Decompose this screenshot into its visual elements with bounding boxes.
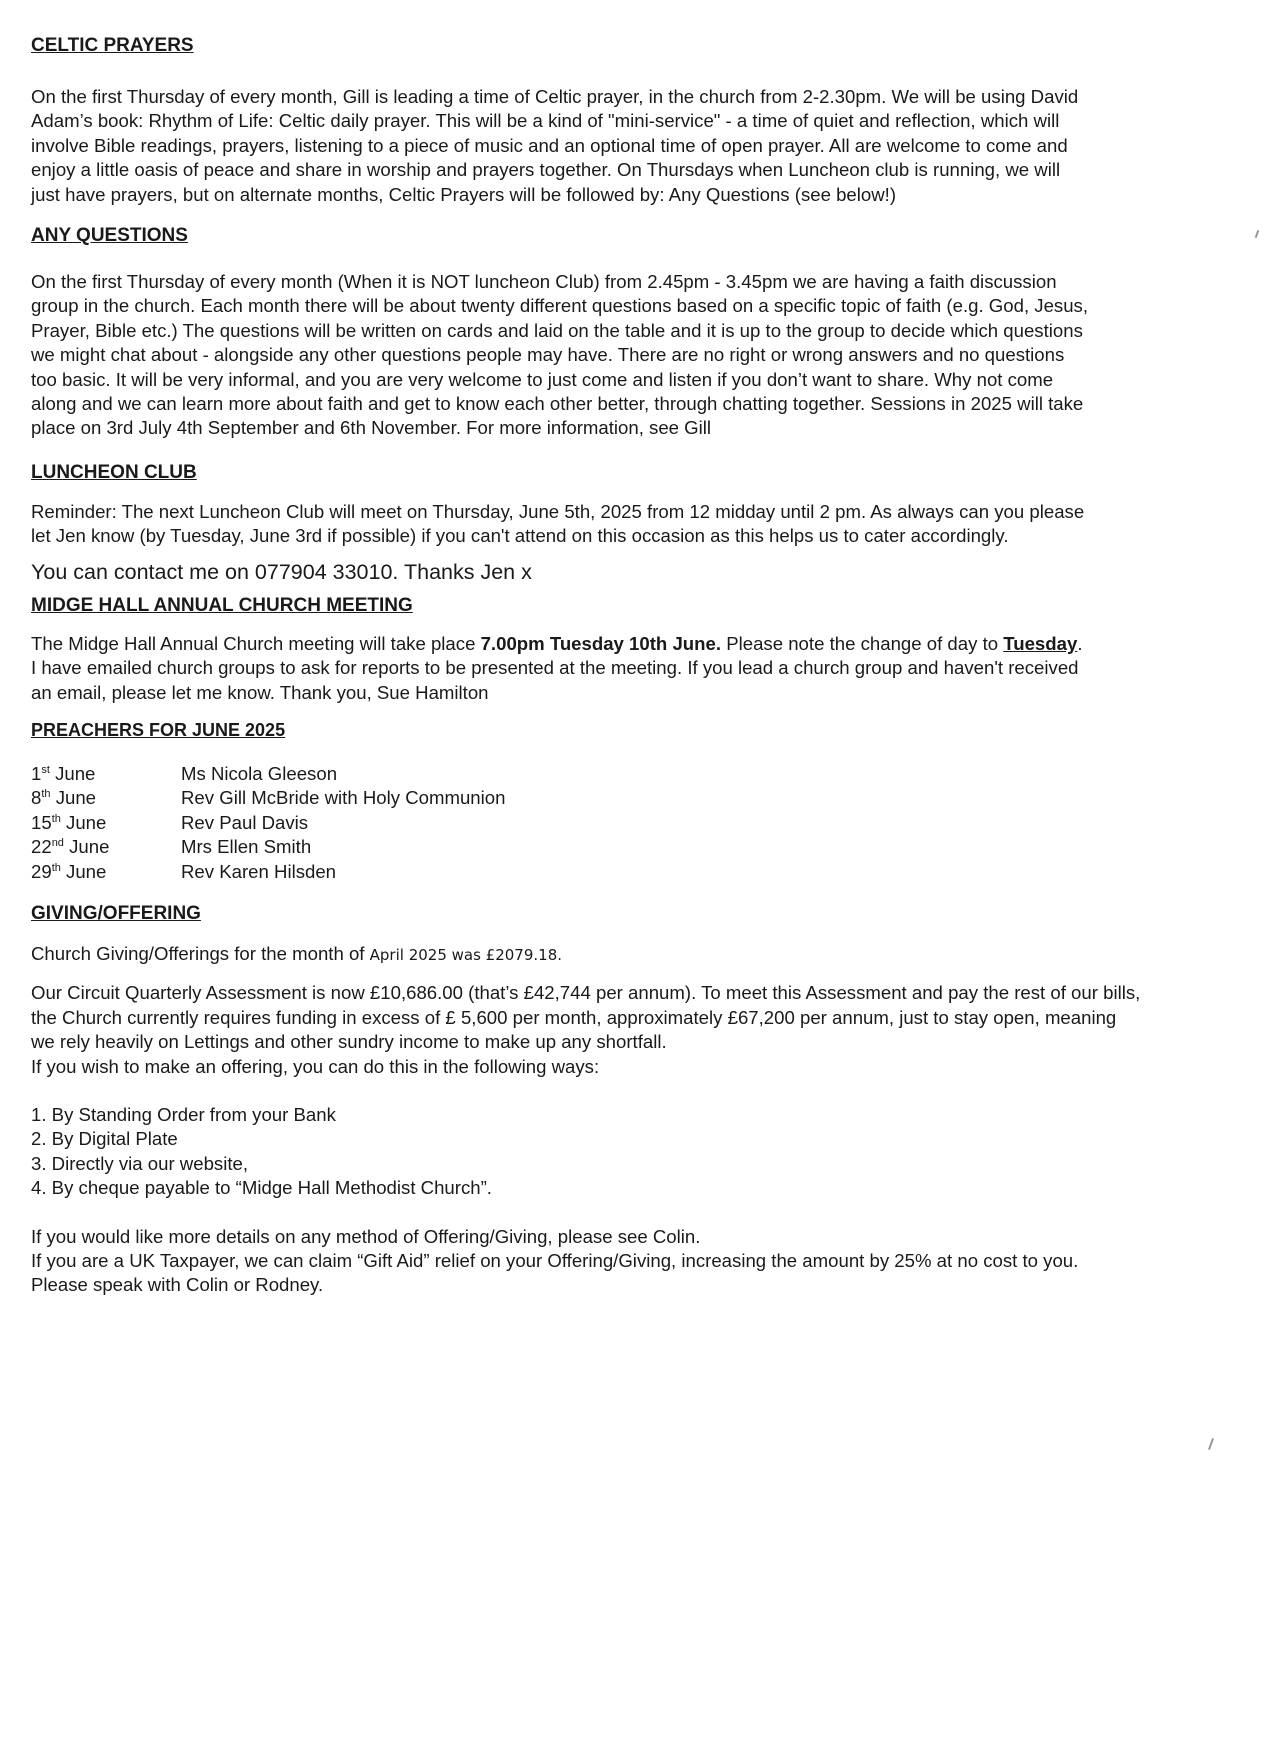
preacher-date	[31, 811, 181, 835]
text-line: On the first Thursday of every month (When it is NOT luncheon Club) from 2.45pm - 3.45pm we are having a faith discussion	[31, 271, 1057, 293]
text-line	[31, 632, 1231, 656]
date-day: 29	[31, 860, 52, 882]
text-line: On the first Thursday of every month, Gill is leading a time of Celtic prayer, in the church from 2-2.30pm. We will be using David	[31, 86, 1079, 107]
preacher-date	[31, 786, 181, 810]
giving-amount: April 2025 was £2079.18.	[369, 945, 563, 964]
text-line: Prayer, Bible etc.) The questions will be written on cards and laid on the table and it is up to the group to decide which questions	[31, 319, 1083, 341]
list-item: 2. By Digital Plate	[31, 1128, 178, 1150]
preachers-heading: PREACHERS FOR JUNE 2025	[31, 719, 286, 740]
celtic-prayers-heading: CELTIC PRAYERS	[31, 35, 194, 56]
date-month: June	[63, 836, 110, 858]
text-run: .	[1077, 632, 1083, 654]
any-questions-body	[31, 270, 1231, 441]
date-suffix: nd	[51, 837, 64, 850]
text-line: If you are a UK Taxpayer, we can claim “Gift Aid” relief on your Offering/Giving, increasing the amount by 25% at no cost to you.	[31, 1250, 1079, 1271]
preacher-name: Rev Paul Davis	[181, 811, 309, 833]
text-run: Please note the change of day to	[721, 632, 1004, 654]
preacher-name: Rev Gill McBride with Holy Communion	[181, 787, 506, 809]
list-item: 3. Directly via our website,	[31, 1152, 249, 1174]
text-line: If you wish to make an offering, you can do this in the following ways:	[31, 1055, 600, 1077]
preacher-row	[31, 786, 1231, 810]
text-line: too basic. It will be very informal, and you are very welcome to just come and listen if you don’t want to share. Why not come	[31, 368, 1054, 390]
contact-line: You can contact me on 077904 33010. Thanks Jen x	[31, 559, 532, 584]
text-line: enjoy a little oasis of peace and share in worship and prayers together. On Thursdays when Luncheon club is running, we will	[31, 159, 1061, 181]
scan-speck	[1255, 230, 1260, 238]
date-month: June	[60, 811, 107, 833]
text-line: If you would like more details on any method of Offering/Giving, please see Colin.	[31, 1225, 701, 1247]
meeting-date: 7.00pm Tuesday 10th June.	[480, 632, 722, 654]
date-suffix: st	[41, 763, 50, 776]
text-line: an email, please let me know. Thank you, Sue Hamilton	[31, 681, 489, 703]
text-line: Reminder: The next Luncheon Club will meet on Thursday, June 5th, 2025 from 12 midday until 2 pm. As always can you please	[31, 500, 1085, 522]
text-run: Church Giving/Offerings for the month of	[31, 942, 370, 964]
preacher-name: Mrs Ellen Smith	[181, 836, 312, 858]
meeting-day: Tuesday	[1003, 632, 1078, 654]
preacher-row	[31, 835, 1231, 859]
date-suffix: th	[51, 861, 61, 874]
preacher-row	[31, 811, 1231, 835]
luncheon-club-heading: LUNCHEON CLUB	[31, 461, 197, 483]
text-line: Please speak with Colin or Rodney.	[31, 1274, 324, 1296]
text-run: The Midge Hall Annual Church meeting will take place	[31, 632, 481, 654]
preacher-date	[31, 860, 181, 884]
date-month: June	[50, 787, 97, 809]
celtic-prayers-body	[31, 85, 1231, 207]
preacher-row	[31, 762, 1231, 786]
giving-body	[31, 942, 1231, 1298]
preachers-list	[31, 762, 1231, 884]
text-line: we rely heavily on Lettings and other sundry income to make up any shortfall.	[31, 1031, 667, 1053]
newsletter-page	[31, 34, 1231, 1298]
text-line: I have emailed church groups to ask for reports to be presented at the meeting. If you lead a church group and haven't received	[31, 657, 1079, 679]
text-line: group in the church. Each month there will be about twenty different questions based on a specific topic of faith (e.g. God, Jesus,	[31, 295, 1089, 317]
date-day: 15	[31, 811, 52, 833]
list-item: 1. By Standing Order from your Bank	[31, 1103, 336, 1125]
text-line: place on 3rd July 4th September and 6th November. For more information, see Gill	[31, 417, 712, 439]
preacher-date	[31, 835, 181, 859]
date-suffix: th	[41, 788, 51, 801]
text-line: we might chat about - alongside any other questions people may have. There are no right or wrong answers and no questions	[31, 344, 1065, 366]
date-month: June	[60, 860, 107, 882]
any-questions-heading: ANY QUESTIONS	[31, 225, 188, 247]
text-line: Adam’s book: Rhythm of Life: Celtic daily prayer. This will be a kind of "mini-service" - a time of quiet and reflection, which will	[31, 110, 1060, 132]
preacher-date	[31, 762, 181, 786]
text-line: just have prayers, but on alternate months, Celtic Prayers will be followed by: Any Questions (see below!)	[31, 183, 897, 205]
preacher-row	[31, 860, 1231, 884]
date-day: 22	[31, 836, 52, 858]
text-line	[31, 942, 1231, 967]
preacher-name: Rev Karen Hilsden	[181, 860, 337, 882]
giving-heading: GIVING/OFFERING	[31, 902, 201, 924]
annual-meeting-heading: MIDGE HALL ANNUAL CHURCH MEETING	[31, 594, 413, 616]
text-line: let Jen know (by Tuesday, June 3rd if possible) if you can't attend on this occasion as this helps us to cater accordingly.	[31, 525, 1009, 547]
text-line: Our Circuit Quarterly Assessment is now £10,686.00 (that’s £42,744 per annum). To meet this Assessment and pay the rest of our bills,	[31, 982, 1141, 1004]
date-month: June	[49, 762, 96, 784]
date-day: 1	[31, 762, 42, 784]
luncheon-club-body	[31, 500, 1231, 586]
text-line: involve Bible readings, prayers, listening to a piece of music and an optional time of open prayer. All are welcome to come and	[31, 134, 1068, 156]
list-item: 4. By cheque payable to “Midge Hall Methodist Church”.	[31, 1177, 492, 1199]
text-line: along and we can learn more about faith and get to know each other better, through chatting together. Sessions in 2025 will take	[31, 393, 1084, 415]
annual-meeting-body	[31, 632, 1231, 705]
scan-speck	[1208, 1438, 1214, 1450]
text-line: the Church currently requires funding in excess of £ 5,600 per month, approximately £67,200 per annum, just to stay open, meaning	[31, 1006, 1117, 1028]
date-suffix: th	[51, 812, 61, 825]
preacher-name: Ms Nicola Gleeson	[181, 762, 338, 784]
date-day: 8	[31, 787, 42, 809]
